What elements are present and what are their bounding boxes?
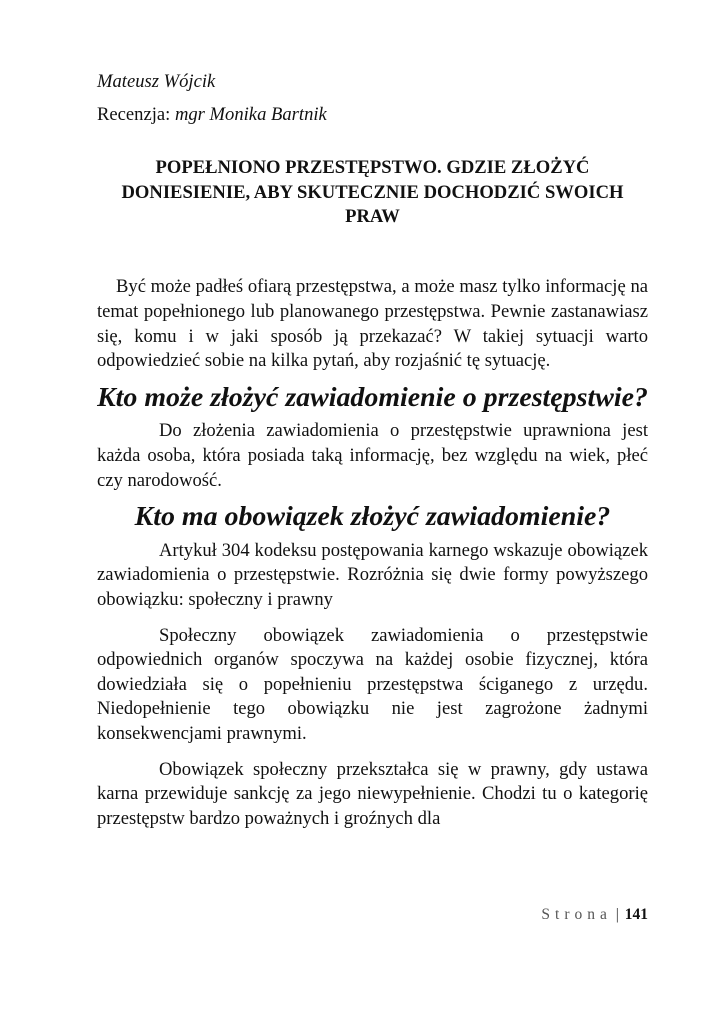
author-name: Mateusz Wójcik [97,71,216,92]
section-1-paragraph-1: Do złożenia zawiadomienia o przestępstwie uprawniona jest każda osoba, która posiada taką informację, bez względu na wiek, płeć czy narodowość. [97,420,648,491]
document-page [97,70,648,831]
article-title: POPEŁNIONO PRZESTĘPSTWO. GDZIE ZŁOŻYĆ DONIESIENIE, ABY SKUTECZNIE DOCHODZIĆ SWOICH PRAW [121,157,624,227]
footer-separator: | [615,906,619,923]
section-2-paragraph-2: Społeczny obowiązek zawiadomienia o przestępstwie odpowiednich organów spoczywa na każdej osobie fizycznej, która dowiedziała się o popełnieniu przestępstwa ściganego z urzędu. Niedopełnienie tego obowiązku nie jest zagrożone żadnymi konsekwencjami prawnymi. [97,624,648,744]
section-2-paragraph-3: Obowiązek społeczny przekształca się w prawny, gdy ustawa karna przewiduje sankcję za jego niewypełnienie. Chodzi tu o kategorię przestępstw bardzo poważnych i groźnych dla [97,758,648,829]
section-heading-who-may-report: Kto może złożyć zawiadomienie o przestępstwie? [97,381,648,413]
review-line [97,103,648,128]
section-2-paragraph-1: Artykuł 304 kodeksu postępowania karnego wskazuje obowiązek zawiadomienia o przestępstwie. Rozróżnia się dwie formy powyższego obowiązku: społeczny i prawny [97,539,648,610]
page-footer [541,905,648,925]
footer-page-label: Strona [541,906,612,923]
section-heading-who-must-report: Kto ma obowiązek złożyć zawiadomienie? [134,501,611,533]
page-number: 141 [624,906,648,923]
reviewer-name: mgr Monika Bartnik [174,103,327,125]
review-label: Recenzja: [97,103,171,125]
intro-paragraph: Być może padłeś ofiarą przestępstwa, a może masz tylko informację na temat popełnionego lub planowanego przestępstwa. Pewnie zastanawiasz się, komu i w jaki sposób ją przekazać? W takiej sytuacji warto odpowiedzieć sobie na kilka pytań, aby rozjaśnić tę sytuację. [97,276,648,372]
